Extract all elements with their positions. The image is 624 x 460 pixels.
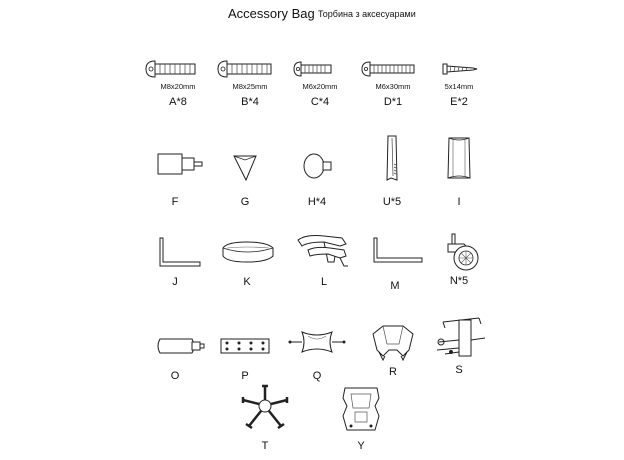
item-s — [414, 314, 504, 376]
item-d-label: D*1 — [383, 96, 403, 108]
item-p-label: P — [241, 370, 249, 382]
page-subtitle: Торбина з аксесуарами — [318, 9, 416, 19]
item-r-label: R — [389, 366, 397, 378]
screw-icon — [429, 58, 489, 80]
item-c-label: C*4 — [310, 96, 330, 108]
allen-key-icon — [140, 236, 210, 268]
mounting-plate-icon — [215, 334, 275, 358]
item-e-label: E*2 — [450, 96, 468, 108]
item-f-label: F — [171, 196, 179, 208]
bolt-icon — [290, 58, 350, 80]
item-a-size: M8x20mm — [160, 82, 196, 91]
five-star-base-icon — [235, 382, 295, 438]
item-a-label: A*8 — [169, 96, 187, 108]
knob-icon — [292, 150, 342, 182]
item-y — [316, 382, 406, 452]
item-d-size: M6x30mm — [375, 82, 411, 91]
item-q-label: Q — [312, 370, 322, 382]
item-y-label: Y — [357, 440, 365, 452]
item-i — [414, 134, 504, 208]
strip-icon — [372, 134, 412, 182]
item-h-label: H*4 — [307, 196, 327, 208]
item-c-size: M6x20mm — [302, 82, 338, 91]
bolt-icon — [143, 58, 213, 80]
seat-cushion-icon — [217, 236, 277, 268]
sleeve-icon — [439, 134, 479, 182]
item-s-label: S — [455, 364, 463, 376]
page-title: Accessory Bag — [228, 6, 315, 21]
caster-icon — [434, 232, 484, 272]
item-b-size: M8x25mm — [232, 82, 268, 91]
armrest-icon — [294, 232, 354, 268]
item-k-label: K — [243, 276, 251, 288]
item-i-label: I — [457, 196, 461, 208]
tilt-mechanism-icon — [429, 314, 489, 362]
item-t-label: T — [261, 440, 269, 452]
item-e-size: 5x14mm — [444, 82, 474, 91]
item-m-label: M — [390, 280, 400, 292]
item-g-label: G — [240, 196, 250, 208]
item-b-label: B*4 — [241, 96, 259, 108]
item-e — [414, 58, 504, 108]
item-u-label: U*5 — [382, 196, 402, 208]
item-n — [414, 232, 504, 287]
seat-shell-icon — [331, 382, 391, 438]
item-t — [220, 382, 310, 452]
item-l-label: L — [320, 276, 328, 288]
item-j-label: J — [172, 276, 178, 288]
cone-cover-icon — [220, 150, 270, 182]
pillow-icon — [282, 326, 352, 358]
item-o-label: O — [170, 370, 180, 382]
item-n-label: N*5 — [449, 275, 469, 287]
